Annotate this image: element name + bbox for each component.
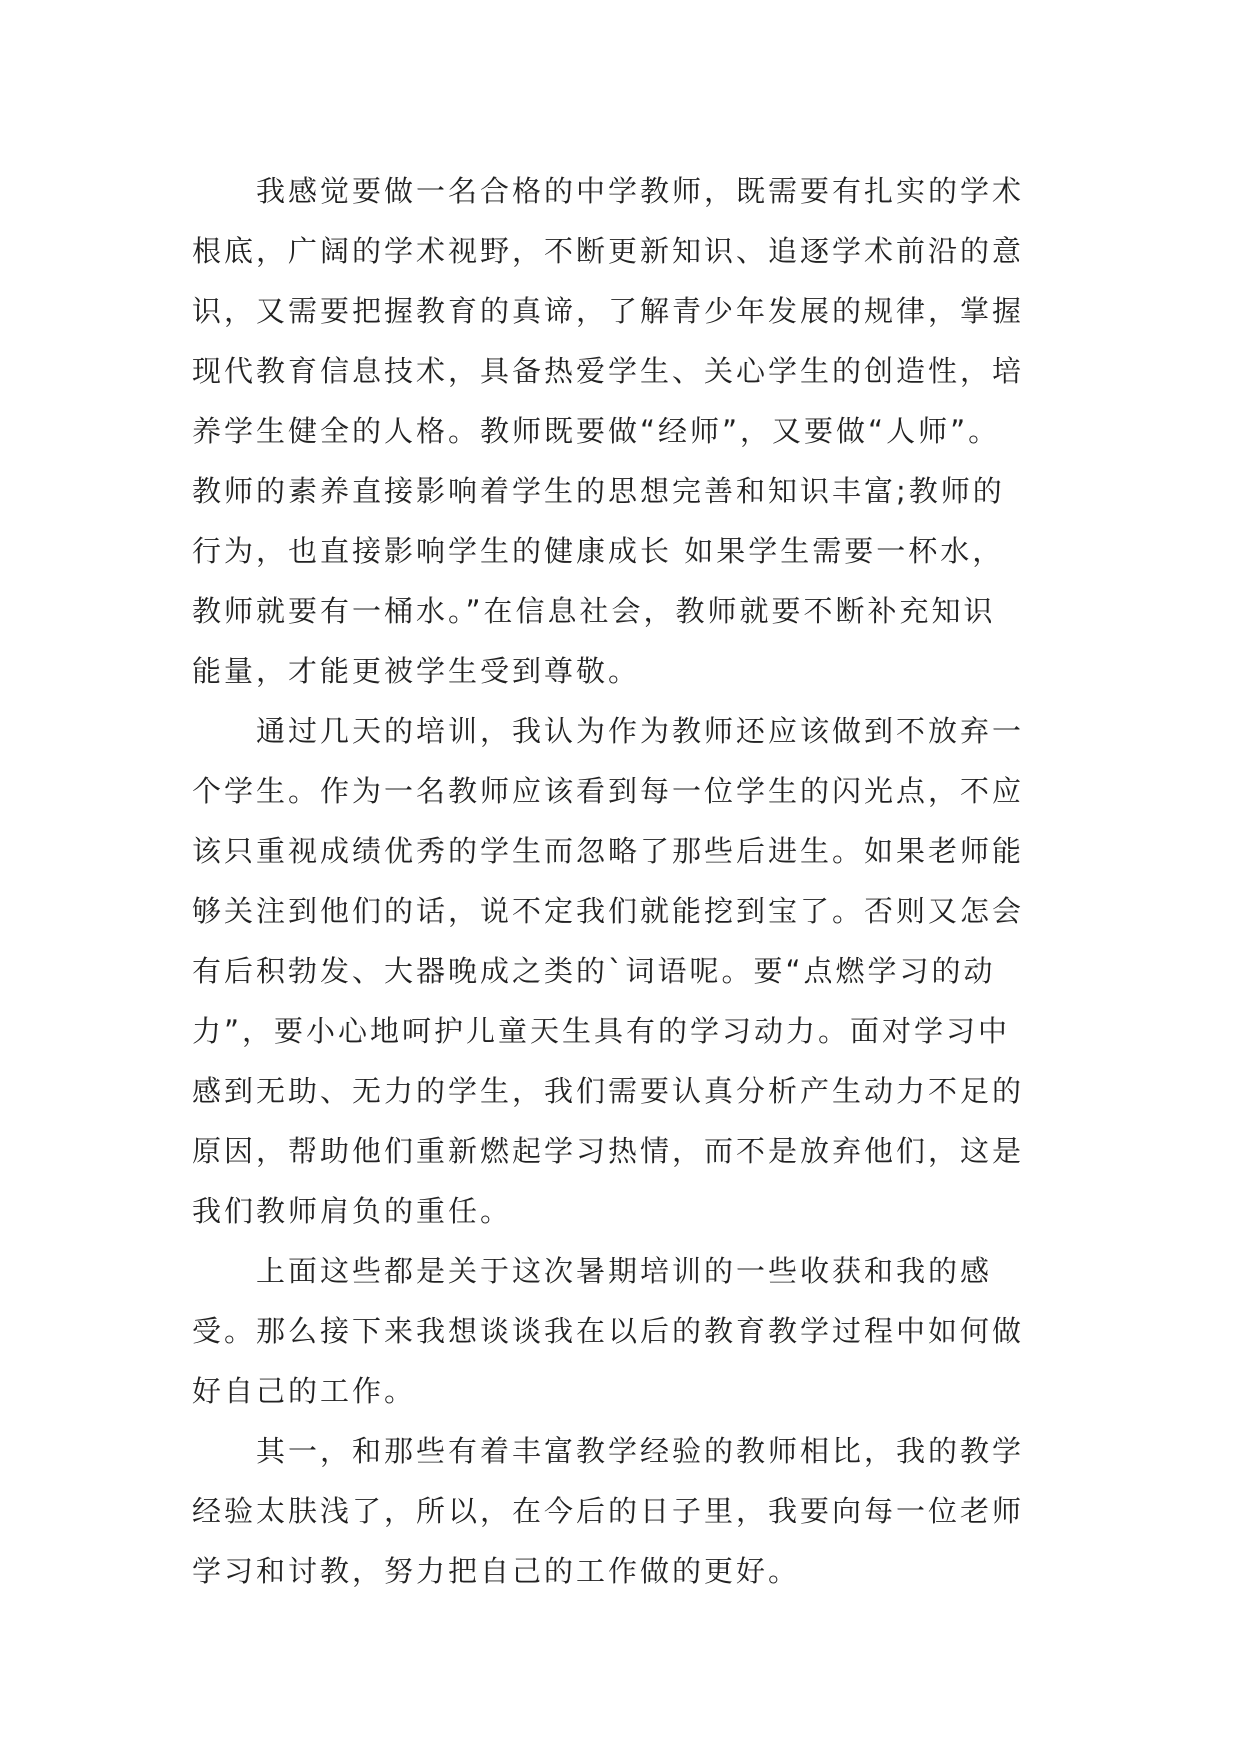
text-line: 其一，和那些有着丰富教学经验的教师相比，我的教学 bbox=[256, 1434, 1025, 1468]
text-line: 根底，广阔的学术视野，不断更新知识、追逐学术前沿的意 bbox=[192, 234, 1025, 268]
text-line: 学习和讨教，努力把自己的工作做的更好。 bbox=[192, 1554, 801, 1588]
text-line: 好自己的工作。 bbox=[192, 1374, 417, 1408]
text-line: 养学生健全的人格。教师既要做“经师”，又要做“人师”。 bbox=[192, 414, 1001, 448]
text-line: 够关注到他们的话，说不定我们就能挖到宝了。否则又怎会 bbox=[192, 894, 1025, 928]
text-line: 通过几天的培训，我认为作为教师还应该做到不放弃一 bbox=[256, 714, 1025, 748]
text-line: 我感觉要做一名合格的中学教师，既需要有扎实的学术 bbox=[256, 174, 1025, 208]
document-body bbox=[192, 161, 1072, 1601]
text-line: 原因，帮助他们重新燃起学习热情，而不是放弃他们，这是 bbox=[192, 1134, 1025, 1168]
text-line: 受。那么接下来我想谈谈我在以后的教育教学过程中如何做 bbox=[192, 1314, 1025, 1348]
text-line: 上面这些都是关于这次暑期培训的一些收获和我的感 bbox=[256, 1254, 993, 1288]
text-line: 力”，要小心地呵护儿童天生具有的学习动力。面对学习中 bbox=[192, 1014, 1011, 1048]
text-line: 感到无助、无力的学生，我们需要认真分析产生动力不足的 bbox=[192, 1074, 1025, 1108]
paragraph bbox=[192, 1421, 1072, 1601]
text-line: 教师就要有一桶水。”在信息社会，教师就要不断补充知识 bbox=[192, 594, 996, 628]
paragraph bbox=[192, 1241, 1072, 1421]
text-line: 教师的素养直接影响着学生的思想完善和知识丰富;教师的 bbox=[192, 474, 1005, 508]
text-line: 行为，也直接影响学生的健康成长 如果学生需要一杯水， bbox=[192, 534, 1005, 568]
text-line: 我们教师肩负的重任。 bbox=[192, 1194, 513, 1228]
text-line: 识，又需要把握教育的真谛，了解青少年发展的规律，掌握 bbox=[192, 294, 1025, 328]
paragraph bbox=[192, 701, 1072, 1241]
text-line: 经验太肤浅了，所以，在今后的日子里，我要向每一位老师 bbox=[192, 1494, 1025, 1528]
text-line: 现代教育信息技术，具备热爱学生、关心学生的创造性，培 bbox=[192, 354, 1025, 388]
text-line: 有后积勃发、大器晚成之类的`词语呢。要“点燃学习的动 bbox=[192, 954, 996, 988]
text-line: 该只重视成绩优秀的学生而忽略了那些后进生。如果老师能 bbox=[192, 834, 1025, 868]
text-line: 个学生。作为一名教师应该看到每一位学生的闪光点，不应 bbox=[192, 774, 1025, 808]
text-line: 能量，才能更被学生受到尊敬。 bbox=[192, 654, 641, 688]
paragraph bbox=[192, 161, 1072, 701]
